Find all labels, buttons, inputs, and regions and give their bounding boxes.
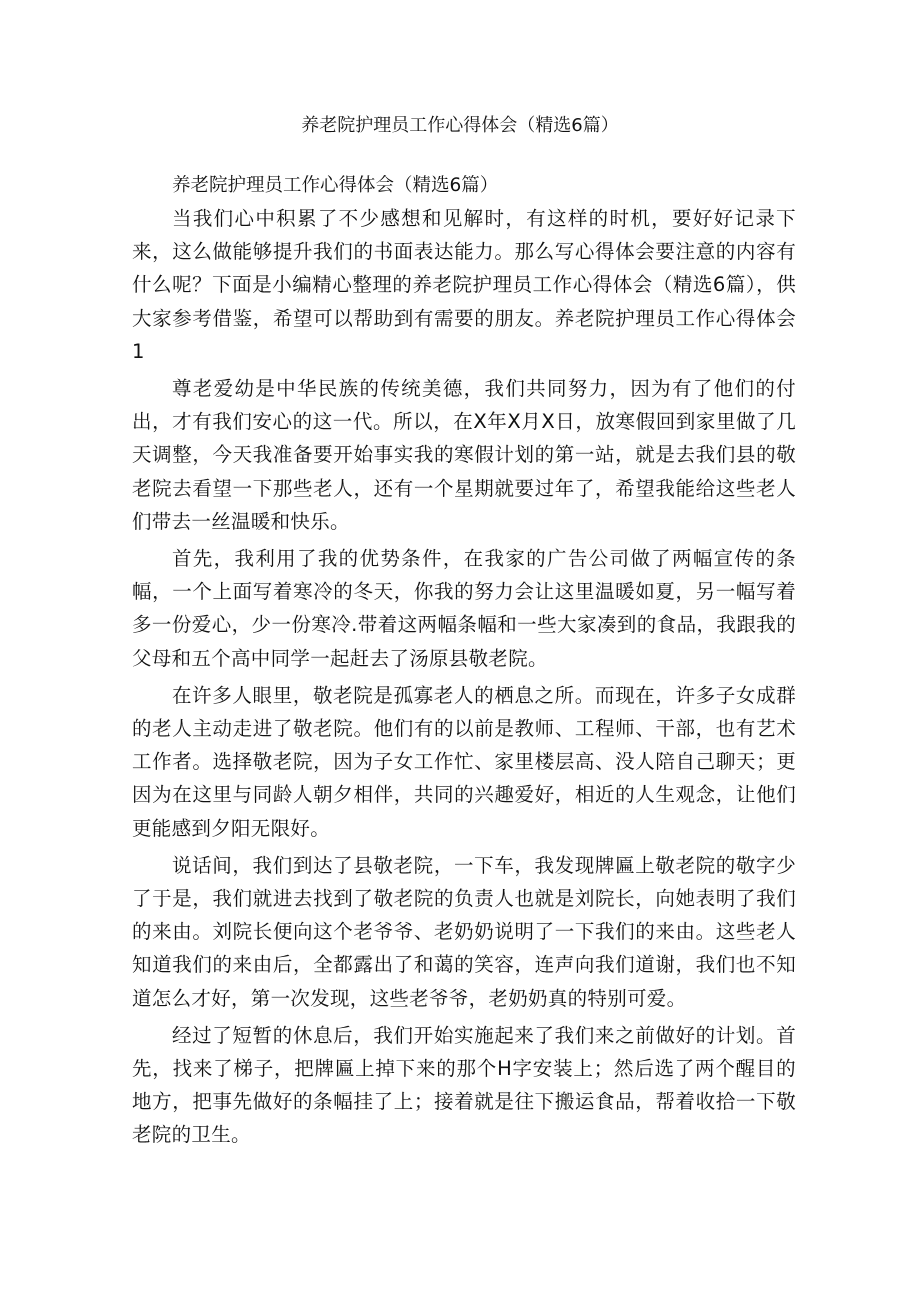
paragraph-banners: 首先，我利用了我的优势条件，在我家的广告公司做了两幅宣传的条幅，一个上面写着寒冷的冬天，你我的努力会让这里温暖如夏，另一幅写着多一份爱心，少一份寒冷.带着这两幅条幅和一些大家凑到的食品，我跟我的父母和五个高中同学一起赶去了汤原县敬老院。 (132, 547, 796, 670)
paragraph-intro: 当我们心中积累了不少感想和见解时，有这样的时机，要好好记录下来，这么做能够提升我们的书面表达能力。那么写心得体会要注意的内容有什么呢？下面是小编精心整理的养老院护理员工作心得体会（精选6篇），供大家参考借鉴，希望可以帮助到有需要的朋友。养老院护理员工作心得体会1 (132, 207, 796, 363)
document-subtitle: 养老院护理员工作心得体会（精选6篇） (172, 175, 499, 196)
paragraph-nursing-home-view: 在许多人眼里，敬老院是孤寡老人的栖息之所。而现在，许多子女成群的老人主动走进了敬老院。他们有的以前是教师、工程师、干部，也有艺术工作者。选择敬老院，因为子女工作忙、家里楼层高、没人陪自己聊天；更因为在这里与同龄人朝夕相伴，共同的兴趣爱好，相近的人生观念，让他们更能感到夕阳无限好。 (132, 683, 796, 840)
paragraph-respect-elders: 尊老爱幼是中华民族的传统美德，我们共同努力，因为有了他们的付出，才有我们安心的这一代。所以，在X年X月X日，放寒假回到家里做了几天调整，今天我准备要开始事实我的寒假计划的第一站，就是去我们县的敬老院去看望一下那些老人，还有一个星期就要过年了，希望我能给这些老人们带去一丝温暖和快乐。 (132, 377, 796, 533)
paragraph-arrival: 说话间，我们到达了县敬老院，一下车，我发现牌匾上敬老院的敬字少了于是，我们就进去找到了敬老院的负责人也就是刘院长，向她表明了我们的来由。刘院长便向这个老爷爷、老奶奶说明了一下我们的来由。这些老人知道我们的来由后，全都露出了和蔼的笑容，连声向我们道谢，我们也不知道怎么才好，第一次发现，这些老爷爷，老奶奶真的特别可爱。 (132, 853, 796, 1010)
document-title: 养老院护理员工作心得体会（精选6篇） (301, 115, 619, 136)
document-body (132, 170, 796, 1156)
paragraph-plan: 经过了短暂的休息后，我们开始实施起来了我们来之前做好的计划。首先，找来了梯子，把牌匾上掉下来的那个H字安装上；然后选了两个醒目的地方，把事先做好的条幅挂了上；接着就是往下搬运食品，帮着收拾一下敬老院的卫生。 (132, 1023, 796, 1147)
